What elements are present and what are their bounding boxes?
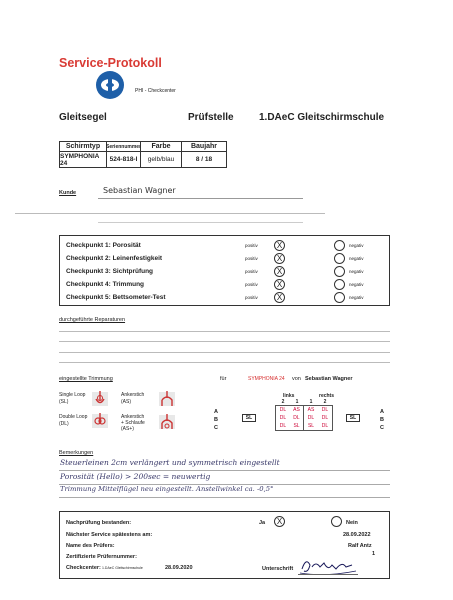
trim-cell: SL [307,423,315,429]
sl-box-left: SL [242,414,256,422]
checkcenter-date: 28.09.2020 [165,565,193,571]
trim-owner: Sebastian Wagner [305,376,353,382]
single-loop-label: Single Loop (SL) [59,392,86,405]
trim-row-labels-right [380,408,384,432]
trim-model: SYMPHONIA 24 [248,376,285,382]
trim-cell: DL [321,415,329,421]
positiv-label: positiv [245,295,258,300]
sl-box-right: SL [346,414,360,422]
sub-label: 1 [309,399,313,405]
trim-cell: DL [279,415,287,421]
trim-cell: SL [290,422,304,430]
next-check-label: Nachprüfung bestanden: [66,520,132,526]
inspector-name: Ralf Antz [348,543,372,549]
trim-cell: AS [307,407,315,413]
check-mark: X [276,240,283,250]
negativ-checkbox[interactable] [334,240,345,251]
table-cell: 8 / 18 [181,151,227,168]
double-loop-icon [91,412,109,430]
trim-row-labels-left [214,408,218,432]
positiv-label: positiv [245,282,258,287]
sub-label: 2 [323,399,327,405]
row-label: A [214,409,218,415]
heading-pruefstelle: Prüfstelle [188,112,234,123]
trim-cell: DL [321,423,329,429]
table-cell: 524-818-I [106,151,141,168]
positiv-checkbox[interactable] [274,279,285,290]
cert-label: Zertifizierte Prüfernummer: [66,554,137,560]
rechts-label: rechts [319,393,335,399]
trim-cell: DL [321,407,329,413]
phi-logo-icon [95,70,125,100]
trim-fuer: für [220,376,227,382]
remarks-label: Bemerkungen [59,450,94,456]
logo-subtitle: PHI - Checkcenter [135,88,176,94]
table-header: Farbe [140,141,182,152]
checkpoint-label: Checkpunkt 3: Sichtprüfung [66,268,154,275]
table-header: Baujahr [181,141,227,152]
nein-checkbox[interactable] [331,516,342,527]
ja-checkbox[interactable]: X [274,516,285,527]
trim-cell: DL [279,407,287,413]
positiv-checkbox[interactable] [274,292,285,303]
check-mark: X [276,253,283,263]
next-service-date: 28.09.2022 [343,532,371,538]
checkpoint-label: Checkpunkt 2: Leinenfestigkeit [66,255,163,262]
sub-label: 1 [295,399,299,405]
checkpoint-label: Checkpunkt 4: Trimmung [66,281,145,288]
inspector-name-label: Name des Prüfers: [66,543,115,549]
page-title: Service-Protokoll [59,56,162,70]
anker-as-plus-icon [158,413,176,431]
signature-label: Unterschrift [262,566,294,572]
double-loop-label: Double Loop (DL) [59,414,88,427]
remark-line: Porosität (Hello) > 200sec = neuwertig [60,472,211,481]
check-mark: X [276,279,283,289]
single-loop-icon [91,390,109,408]
anker-as-plus-label: Ankerstich + Schlaufe (AS+) [121,414,145,432]
customer-label: Kunde [59,190,77,196]
sub-label: 2 [281,399,285,405]
next-service-label: Nächster Service spätestens am: [66,532,153,538]
repairs-label: durchgeführte Reparaturen [59,317,126,323]
customer-name: Sebastian Wagner [103,186,176,195]
positiv-label: positiv [245,243,258,248]
row-label: C [380,425,384,431]
logo [95,70,125,100]
table-cell: SYMPHONIA 24 [59,151,107,168]
anker-as-icon [158,390,176,408]
check-mark: X [276,266,283,276]
row-label: C [214,425,218,431]
heading-gleitsegel: Gleitsegel [59,112,107,123]
negativ-checkbox[interactable] [334,279,345,290]
links-label: links [283,393,295,399]
negativ-checkbox[interactable] [334,266,345,277]
negativ-label: negativ [349,295,364,300]
ja-label: Ja [259,520,266,526]
positiv-checkbox[interactable] [274,266,285,277]
trim-label: eingestellte Trimmung [59,376,113,382]
row-label: B [214,417,218,423]
negativ-label: negativ [349,243,364,248]
trim-cell: DL [279,423,287,429]
remark-line: Steuerleinen 2cm verlängert und symmetrisch eingestellt [60,458,280,467]
remark-line: Trimmung Mittelflügel neu eingestellt. Anstellwinkel ca. -0,5° [60,485,274,493]
negativ-label: negativ [349,269,364,274]
negativ-label: negativ [349,282,364,287]
positiv-checkbox[interactable] [274,253,285,264]
trim-cell: AS [290,406,304,414]
row-label: B [380,417,384,423]
table-header: Seriennummer [106,141,141,152]
positiv-checkbox[interactable] [274,240,285,251]
row-label: A [380,409,384,415]
trim-von: von [292,376,301,382]
checkcenter-name: 1.DAeC Gleitschirmschule [102,566,143,570]
negativ-checkbox[interactable] [334,253,345,264]
table-cell: gelb/blau [140,151,182,168]
checkcenter-label: Checkcenter: [66,565,101,571]
negativ-label: negativ [349,256,364,261]
check-mark: X [276,292,283,302]
table-header: Schirmtyp [59,141,107,152]
anker-as-label: Ankerstich (AS) [121,392,145,405]
negativ-checkbox[interactable] [334,292,345,303]
positiv-label: positiv [245,256,258,261]
checkpoint-label: Checkpunkt 1: Porosität [66,242,141,249]
checkpoint-label: Checkpunkt 5: Bettsometer-Test [66,294,166,301]
positiv-label: positiv [245,269,258,274]
nein-label: Nein [346,520,358,526]
trim-cell: DL [290,414,304,422]
heading-school: 1.DAeC Gleitschirmschule [259,112,385,123]
cert-number: 1 [372,551,376,557]
trim-cell: DL [307,415,315,421]
